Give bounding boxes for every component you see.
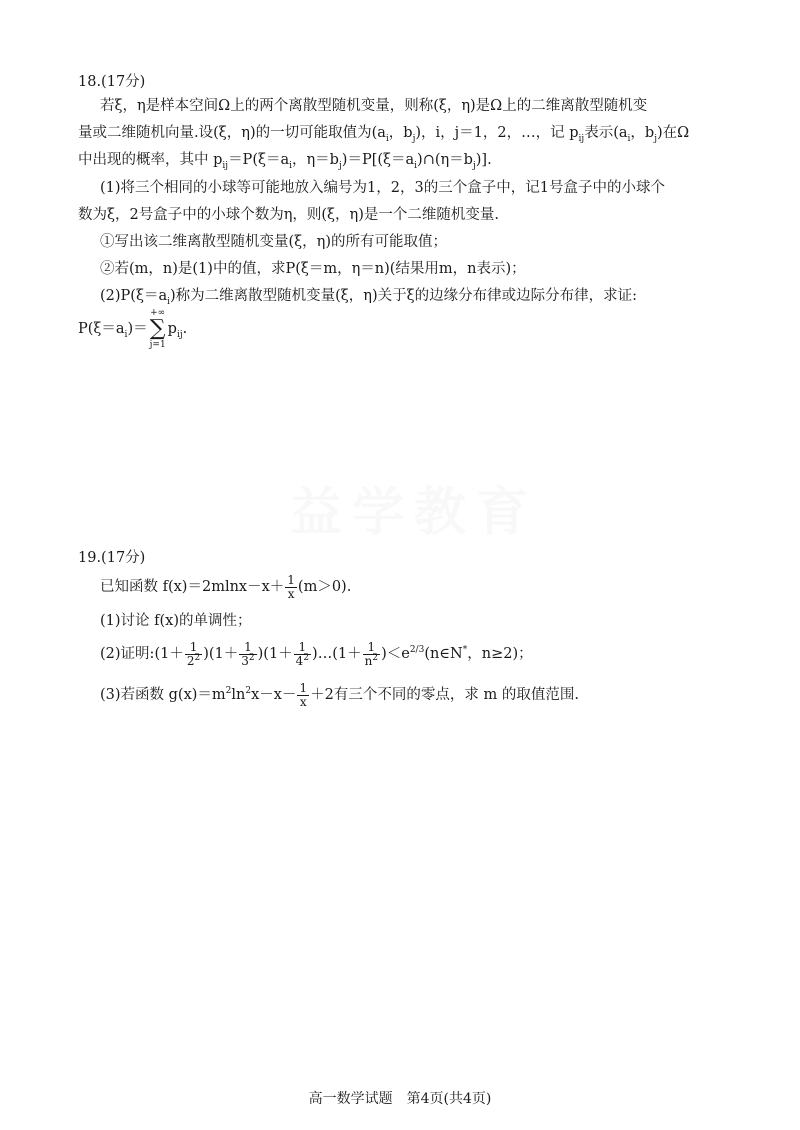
q18-part1-line2: 数为ξ，2号盒子中的小球个数为η，则(ξ，η)是一个二维随机变量. xyxy=(78,207,499,223)
q18-paragraph-line3: 中出现的概率，其中 $p_{ij}=P(\xi=a_i$，$\eta=b_j)=P[(\xi=a_i)\cap(\eta=b_j)]$. xyxy=(78,152,492,171)
q18-header: 18.(17分) xyxy=(78,74,146,90)
q19-function-def: 已知函数 f(x)＝2mlnx－x＋ $\frac{1}{x}$ (m＞0). xyxy=(100,572,352,601)
q18-paragraph-line2: 量或二维随机向量.设(ξ，η)的一切可能取值为($a_i$，$b_j$)，i，j＝1，2，…，记 $p_{ij}$表示($a_i$，$b_j$)在Ω xyxy=(78,125,690,144)
q18-part1-item2: ②若(m，n)是(1)中的值，求P(ξ＝m，η＝n)(结果用m，n表示)； xyxy=(100,261,526,277)
q18-paragraph-line1: 若ξ，η是样本空间Ω上的两个离散型随机变量，则称(ξ，η)是Ω上的二维离散型随机变 xyxy=(100,98,648,114)
q18-part1-item1: ①写出该二维离散型随机变量(ξ，η)的所有可能取值； xyxy=(100,234,447,250)
page-footer: 高一数学试题 第4页(共4页) xyxy=(308,1091,492,1107)
summation-symbol: +∞ ∑ j=1 xyxy=(149,308,166,350)
q18-part2-line1: $(2)P(\xi=a_i)$称为二维离散型随机变量(ξ，η)关于ξ的边缘分布律或边际分布律，求证: xyxy=(100,288,637,307)
q19-header: 19.(17分) xyxy=(78,550,146,566)
q18-part1-line1: (1)将三个相同的小球等可能地放入编号为1，2，3的三个盒子中，记1号盒子中的小球个 xyxy=(100,180,665,196)
q19-part1: (1)讨论 f(x)的单调性； xyxy=(100,613,252,629)
watermark xyxy=(290,470,538,545)
q19-part3: (3)若函数 $g(x)=m^2\ln^2x-x-$ $\frac{1}{x}$ ＋2有三个不同的零点，求 m 的取值范围. xyxy=(100,680,579,709)
q18-part2-formula: $P(\xi=a_i)=+\infty$ ∑ $j=1p_{ij}$. xyxy=(78,308,188,350)
q19-part2: (2)证明:(1＋ $\frac{1}{2^2}$ )(1＋ $\frac{1}{3^2}$ )(1＋ $\frac{1}{4^2}$ )…(1＋ $\frac{1}{n^2}$ )$<e^{2/3}(n\in N^*$，n≥2)； xyxy=(100,639,533,668)
